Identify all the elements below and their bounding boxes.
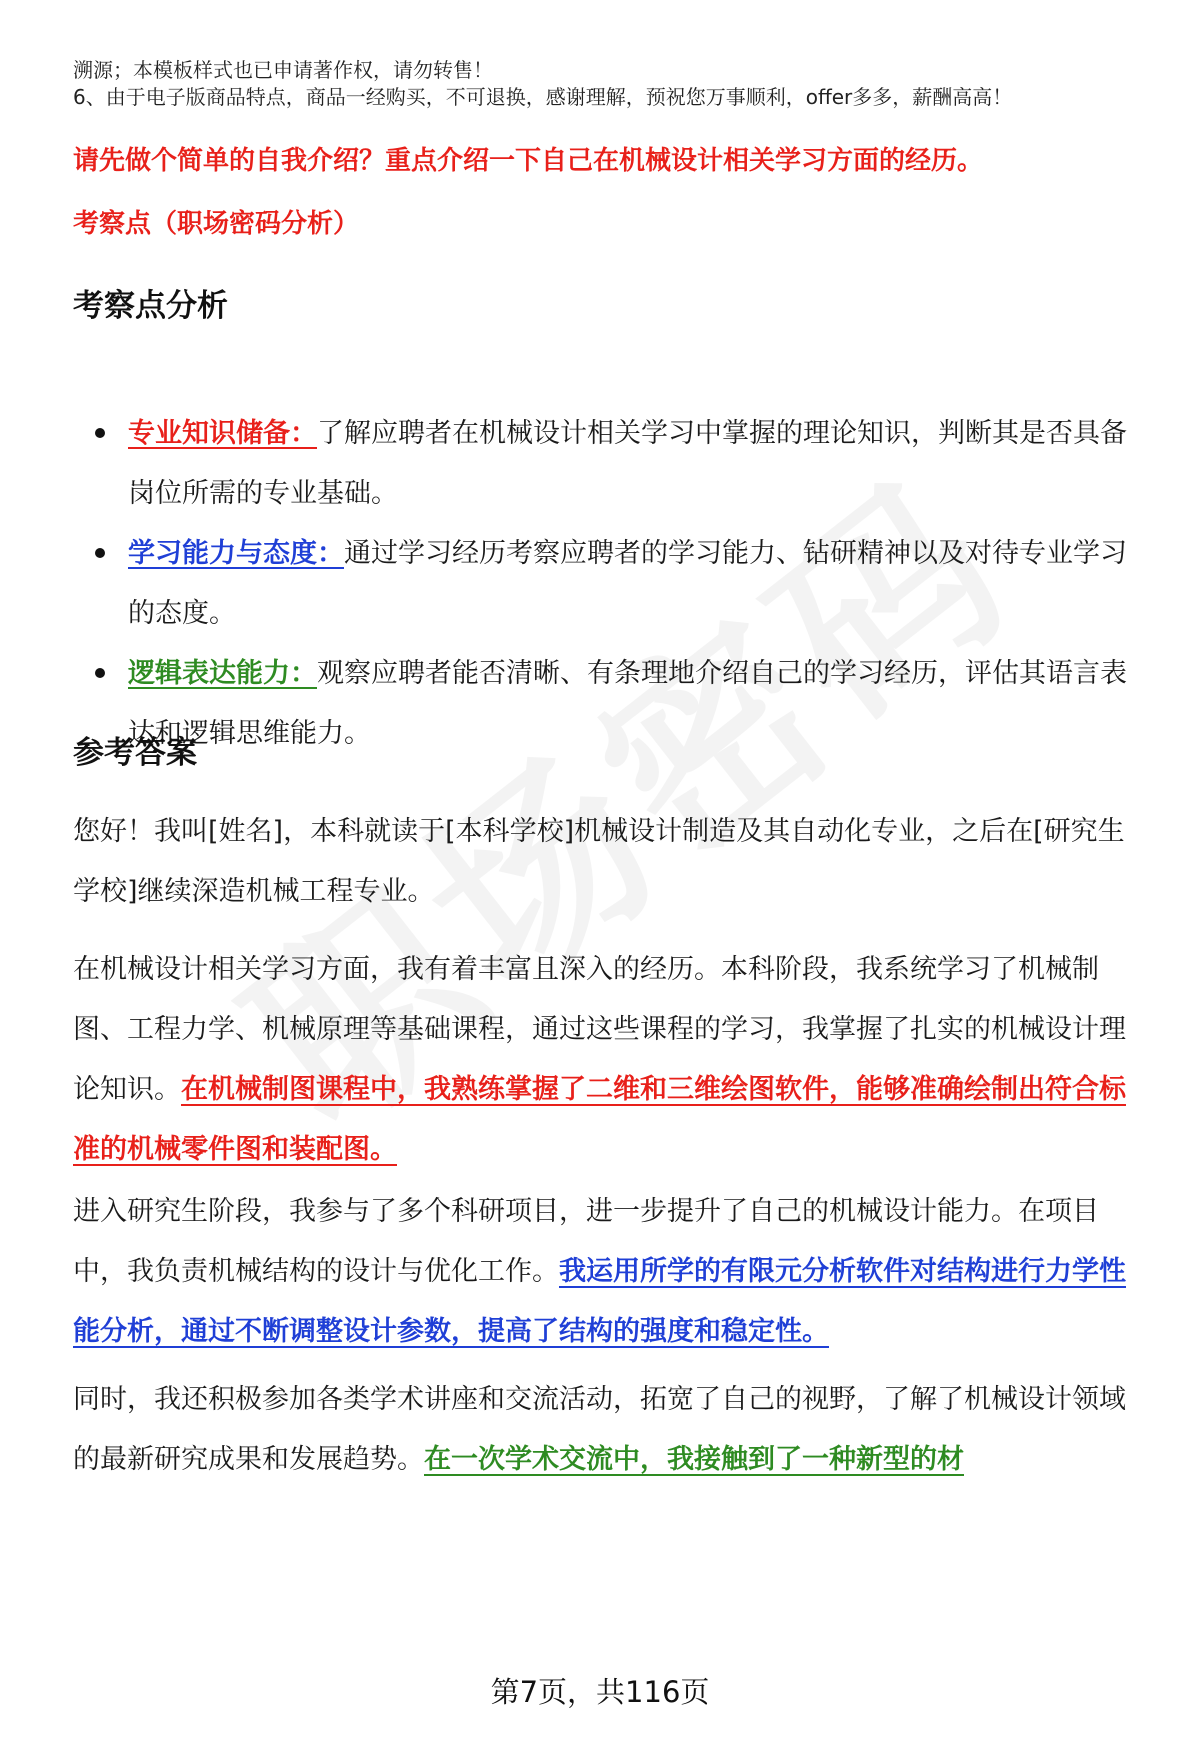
point-keyword: 逻辑表达能力：: [128, 658, 317, 689]
page-number: 第7页，共116页: [490, 1675, 710, 1709]
answer-paragraph-1: [73, 802, 1148, 922]
question-text: 请先做个简单的自我介绍？重点介绍一下自己在机械设计相关学习方面的经历。: [73, 146, 984, 176]
highlight-text: 我运用所学的有限元分析软件对结构进行力学性能分析，通过不断调整设计参数，提高了结构的强度和稳定性。: [73, 1256, 1126, 1347]
kaocha-heading: 考察点（职场密码分析）: [73, 209, 360, 239]
point-keyword: 学习能力与态度：: [128, 538, 344, 569]
bullet-icon: [95, 548, 105, 558]
paragraph-text: 在机械设计相关学习方面，我有着丰富且深入的经历。本科阶段，我系统学习了机械制图、工程力学、机械原理等基础课程，通过这些课程的学习，我掌握了扎实的机械设计理论知识。: [73, 954, 1126, 1105]
point-text: 了解应聘者在机械设计相关学习中掌握的理论知识，判断其是否具备岗位所需的专业基础。: [128, 418, 1127, 509]
answer-paragraph-4: [73, 1370, 1148, 1490]
top-note-1: 溯源；本模板样式也已申请著作权，请勿转售！: [73, 58, 493, 82]
top-note-2: 6、由于电子版商品特点，商品一经购买，不可退换，感谢理解，预祝您万事顺利，offer多多，薪酬高高！: [73, 85, 1013, 109]
analysis-points-list: [73, 404, 1143, 764]
paragraph-text: 您好！我叫[姓名]，本科就读于[本科学校]机械设计制造及其自动化专业，之后在[研究生学校]继续深造机械工程专业。: [73, 816, 1125, 907]
paragraph-text: 进入研究生阶段，我参与了多个科研项目，进一步提升了自己的机械设计能力。在项目中，我负责机械结构的设计与优化工作。: [73, 1196, 1099, 1287]
bullet-icon: [95, 428, 105, 438]
answer-paragraph-2: [73, 940, 1148, 1180]
answer-title: 参考答案: [73, 735, 197, 771]
highlight-text: 在机械制图课程中，我熟练掌握了二维和三维绘图软件，能够准确绘制出符合标准的机械零件图和装配图。: [73, 1074, 1126, 1165]
highlight-text: 在一次学术交流中，我接触到了一种新型的材: [424, 1444, 964, 1475]
answer-paragraph-3: [73, 1182, 1148, 1362]
paragraph-text: 同时，我还积极参加各类学术讲座和交流活动，拓宽了自己的视野，了解了机械设计领域的最新研究成果和发展趋势。: [73, 1384, 1126, 1475]
point-text: 观察应聘者能否清晰、有条理地介绍自己的学习经历，评估其语言表达和逻辑思维能力。: [128, 658, 1127, 749]
bullet-icon: [95, 668, 105, 678]
point-keyword: 专业知识储备：: [128, 418, 317, 449]
analysis-point: [73, 644, 1143, 764]
analysis-title: 考察点分析: [73, 288, 228, 324]
point-text: 通过学习经历考察应聘者的学习能力、钻研精神以及对待专业学习的态度。: [128, 538, 1127, 629]
analysis-point: [73, 524, 1143, 644]
analysis-point: [73, 404, 1143, 524]
